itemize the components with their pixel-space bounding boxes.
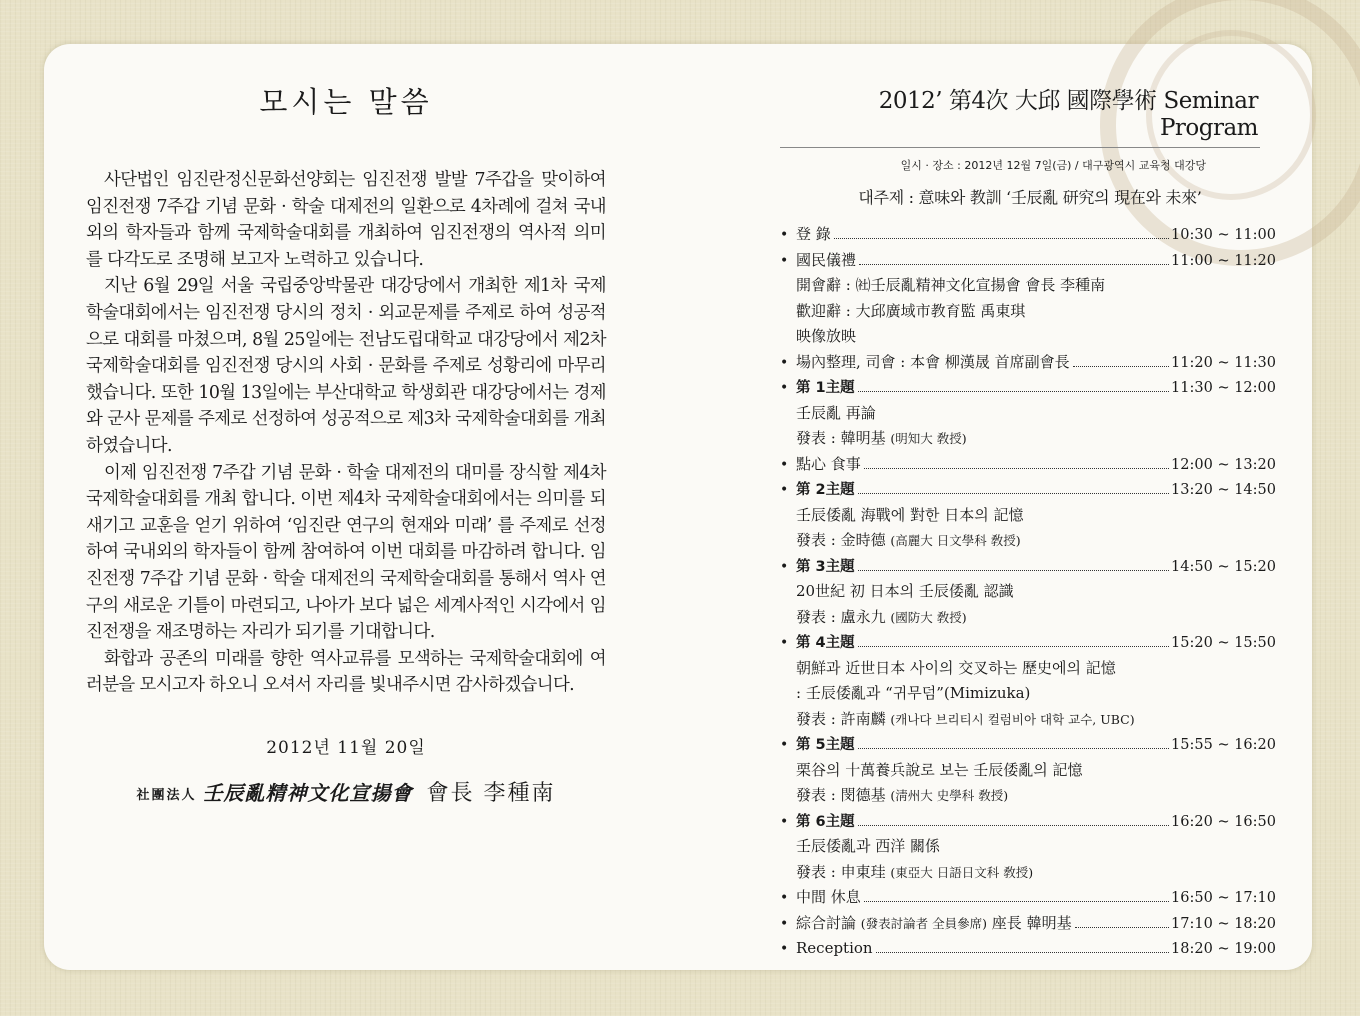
bullet-icon: • bbox=[780, 915, 789, 932]
program-item-time: 12:00 ~ 13:20 bbox=[1171, 456, 1276, 473]
program-item-label bbox=[796, 809, 855, 836]
program-item-detail: 映像放映 bbox=[796, 327, 857, 345]
session-label: 第 4主題 bbox=[796, 635, 855, 651]
program-item-detail: 歡迎辭 : 大邱廣域市教育監 禹東琪 bbox=[796, 301, 1026, 320]
letter-paragraph-4: 화합과 공존의 미래를 향한 역사교류를 모색하는 국제학술대회에 여러분을 모시고자 하오니 오셔서 자리를 빛내주시면 감사하겠습니다. bbox=[86, 648, 606, 696]
program-item-time: 11:00 ~ 11:20 bbox=[1171, 252, 1276, 269]
program-item-label bbox=[796, 885, 861, 911]
program-item-presenter bbox=[780, 426, 1276, 452]
leader-dots bbox=[1073, 365, 1169, 367]
signature-org: 壬辰亂精神文化宣揚會 bbox=[202, 780, 413, 805]
letter-signature bbox=[86, 776, 606, 807]
session-label: 第 5主題 bbox=[796, 737, 855, 753]
program-item-detail: 開會辭 : ㈳壬辰亂精神文化宣揚會 會長 李種南 bbox=[796, 276, 1106, 294]
program-item bbox=[780, 452, 1276, 478]
bullet-icon: • bbox=[780, 456, 789, 473]
item-label-text: 場內整理, 司會 : 本會 柳漢晟 首席副會長 bbox=[796, 352, 1070, 371]
presenter-affiliation: (明知大 敎授) bbox=[890, 431, 967, 446]
leader-dots bbox=[858, 569, 1169, 571]
seminar-program bbox=[780, 82, 1280, 962]
leader-dots bbox=[859, 263, 1169, 265]
leader-dots bbox=[858, 645, 1169, 647]
leader-dots bbox=[876, 951, 1169, 953]
presenter-name: 發表 : 盧永九 bbox=[796, 607, 886, 626]
session-label: 第 3主題 bbox=[796, 558, 855, 575]
leader-dots bbox=[864, 467, 1169, 469]
program-item-label bbox=[796, 375, 855, 402]
item-label-text: 登 錄 bbox=[796, 225, 831, 243]
program-item bbox=[780, 809, 1276, 886]
program-item-detail: 20世紀 初 日本의 壬辰倭亂 認識 bbox=[796, 582, 1014, 600]
letter-paragraph-2: 지난 6월 29일 서울 국립중앙박물관 대강당에서 개최한 제1차 국제학술대회에서는 임진전쟁 당시의 정치 · 외교문제를 주제로 하여 성공적으로 대회를 마쳤으며, 8월 25일에는 전남도립대학교 대강당에서 제2차 국제학술대회를 임진전쟁 당시의 사회 · 문화를 주제로 성황리에 마무리했습니다. 또한 10월 13일에는 부산대학교 학생회관 대강당에서는 경제와 군사 문제를 주제로 선정하여 성공적으로 제3차 국제학술대회를 개최하였습니다. bbox=[86, 276, 606, 456]
session-label: 第 1主題 bbox=[796, 380, 855, 396]
program-item-label bbox=[796, 452, 861, 478]
leader-dots bbox=[864, 900, 1169, 902]
leader-dots bbox=[1075, 926, 1169, 928]
program-item-label bbox=[796, 936, 873, 962]
program-info: 일시 · 장소 : 2012년 12월 7일(금) / 대구광역시 교육청 대강당 bbox=[900, 159, 1206, 172]
bullet-icon: • bbox=[780, 813, 789, 830]
program-title: 2012’ 第4次 大邱 國際學術 Seminar Program bbox=[878, 88, 1258, 141]
presenter-affiliation: (淸州大 史學科 敎授) bbox=[890, 788, 1009, 803]
program-item-detail: 栗谷의 十萬養兵說로 보는 壬辰倭亂의 記憶 bbox=[796, 760, 1083, 779]
program-item-label bbox=[796, 554, 855, 581]
presenter-name: 發表 : 金時德 bbox=[796, 531, 886, 549]
bullet-icon: • bbox=[780, 252, 789, 269]
session-label: 第 2主題 bbox=[796, 482, 855, 498]
program-item-detail: 壬辰倭亂 海戰에 對한 日本의 記憶 bbox=[796, 505, 1024, 524]
program-item-label bbox=[796, 911, 1072, 937]
signature-prefix: 社團法人 bbox=[136, 788, 197, 804]
invitation-letter bbox=[86, 80, 606, 807]
program-item bbox=[780, 248, 1276, 350]
program-item-presenter bbox=[780, 860, 1276, 886]
session-label: 第 6主題 bbox=[796, 813, 855, 830]
leader-dots bbox=[858, 824, 1169, 826]
program-theme: 대주제 : 意味와 教訓 ‘壬辰亂 研究의 現在와 未來’ bbox=[858, 188, 1202, 207]
program-item-label bbox=[796, 248, 856, 274]
presenter-name: 發表 : 許南麟 bbox=[796, 709, 886, 728]
program-item bbox=[780, 554, 1276, 631]
program-item-time: 15:20 ~ 15:50 bbox=[1171, 635, 1276, 651]
leader-dots bbox=[858, 390, 1169, 392]
bullet-icon: • bbox=[780, 635, 789, 651]
item-label-text: 綜合討論 bbox=[796, 913, 857, 932]
program-item-detail: 壬辰倭亂과 西洋 關係 bbox=[796, 837, 941, 855]
presenter-name: 發表 : 韓明基 bbox=[796, 429, 886, 447]
signature-title: 會長 李種南 bbox=[426, 780, 556, 806]
program-item-time: 17:10 ~ 18:20 bbox=[1171, 915, 1276, 932]
program-item-time: 15:55 ~ 16:20 bbox=[1171, 737, 1276, 753]
presenter-name: 發表 : 申東珪 bbox=[796, 862, 886, 881]
bullet-icon: • bbox=[780, 227, 789, 243]
title-divider bbox=[780, 147, 1260, 148]
program-item-time: 11:20 ~ 11:30 bbox=[1171, 354, 1276, 371]
program-item-label bbox=[796, 350, 1070, 376]
program-item bbox=[780, 885, 1276, 911]
letter-date: 2012년 11월 20일 bbox=[266, 737, 426, 758]
item-label-text: 中間 休息 bbox=[796, 888, 861, 906]
program-item-detail: 壬辰亂 再論 bbox=[796, 403, 876, 422]
bullet-icon: • bbox=[780, 737, 789, 753]
program-item bbox=[780, 630, 1276, 732]
presenter-affiliation: (高麗大 日文學科 敎授) bbox=[890, 533, 1021, 548]
program-item-time: 10:30 ~ 11:00 bbox=[1171, 227, 1276, 243]
letter-paragraph-3: 이제 임진전쟁 7주갑 기념 문화 · 학술 대제전의 대미를 장식할 제4차 국제학술대회를 개최 합니다. 이번 제4차 국제학술대회에서는 의미를 되새기고 교훈을 얻기 위하여 ‘임진란 연구의 현재와 미래’ 를 주제로 선정하여 국내외의 학자들이 함께 참여하여 이번 대회를 마감하려 합니다. 임진전쟁 7주갑 기념 문화 · 학술 대제전의 국제학술대회를 통해서 역사 연구의 새로운 기틀이 마련되고, 나아가 보다 넓은 세계사적인 시각에서 임진전쟁을 재조명하는 자리가 되기를 기대합니다. bbox=[86, 462, 606, 643]
item-label-text: Reception bbox=[796, 939, 873, 957]
program-item-label bbox=[796, 630, 855, 657]
bullet-icon: • bbox=[780, 941, 789, 957]
presenter-affiliation: (캐나다 브리티시 컬럼비아 대학 교수, UBC) bbox=[890, 711, 1135, 727]
bullet-icon: • bbox=[780, 890, 789, 906]
program-item-label bbox=[796, 222, 831, 248]
program-item-label bbox=[796, 477, 855, 504]
bullet-icon: • bbox=[780, 558, 789, 575]
program-item bbox=[780, 350, 1276, 376]
presenter-affiliation: (東亞大 日語日文科 敎授) bbox=[890, 864, 1034, 880]
presenter-affiliation: (國防大 敎授) bbox=[890, 609, 967, 625]
program-item-time: 16:20 ~ 16:50 bbox=[1171, 813, 1276, 830]
program-item-detail: 朝鮮과 近世日本 사이의 交叉하는 歷史에의 記憶 bbox=[796, 658, 1116, 677]
program-item bbox=[780, 477, 1276, 554]
leader-dots bbox=[858, 492, 1169, 494]
program-item-time: 18:20 ~ 19:00 bbox=[1171, 941, 1276, 957]
presenter-name: 發表 : 閔德基 bbox=[796, 786, 886, 804]
item-label-text: 點心 食事 bbox=[796, 454, 861, 473]
program-item-presenter bbox=[780, 783, 1276, 809]
letter-title: 모시는 말씀 bbox=[259, 85, 433, 119]
program-item-detail: : 壬辰倭亂과 “귀무덤”(Mimizuka) bbox=[796, 684, 1031, 702]
program-item-label bbox=[796, 732, 855, 759]
program-item bbox=[780, 222, 1276, 248]
program-item bbox=[780, 732, 1276, 809]
bullet-icon: • bbox=[780, 482, 789, 498]
bullet-icon: • bbox=[780, 380, 789, 396]
program-item-time: 14:50 ~ 15:20 bbox=[1171, 558, 1276, 575]
leader-dots bbox=[858, 747, 1169, 749]
letter-paragraph-1: 사단법인 임진란정신문화선양회는 임진전쟁 발발 7주갑을 맞이하여 임진전쟁 7주갑 기념 문화 · 학술 대제전의 일환으로 4차례에 걸쳐 국내외의 학자들과 함께 국제학술대회를 개최하여 임진전쟁의 역사적 의미를 다각도로 조명해 보고자 노력하고 있습니다. bbox=[86, 170, 606, 270]
item-label-text: 國民儀禮 bbox=[796, 250, 857, 269]
program-item-time: 13:20 ~ 14:50 bbox=[1171, 482, 1276, 498]
program-item-presenter bbox=[780, 707, 1276, 733]
item-label-note: (發表討論者 全員參席) bbox=[860, 915, 988, 931]
program-list bbox=[780, 222, 1276, 962]
program-item-time: 11:30 ~ 12:00 bbox=[1171, 380, 1276, 396]
program-item bbox=[780, 911, 1276, 937]
program-item bbox=[780, 936, 1276, 962]
bullet-icon: • bbox=[780, 354, 789, 371]
item-label-chair: 座長 韓明基 bbox=[987, 913, 1072, 932]
program-item-presenter bbox=[780, 528, 1276, 554]
program-item-presenter bbox=[780, 605, 1276, 631]
program-item bbox=[780, 375, 1276, 452]
leader-dots bbox=[834, 237, 1169, 239]
program-item-time: 16:50 ~ 17:10 bbox=[1171, 890, 1276, 906]
